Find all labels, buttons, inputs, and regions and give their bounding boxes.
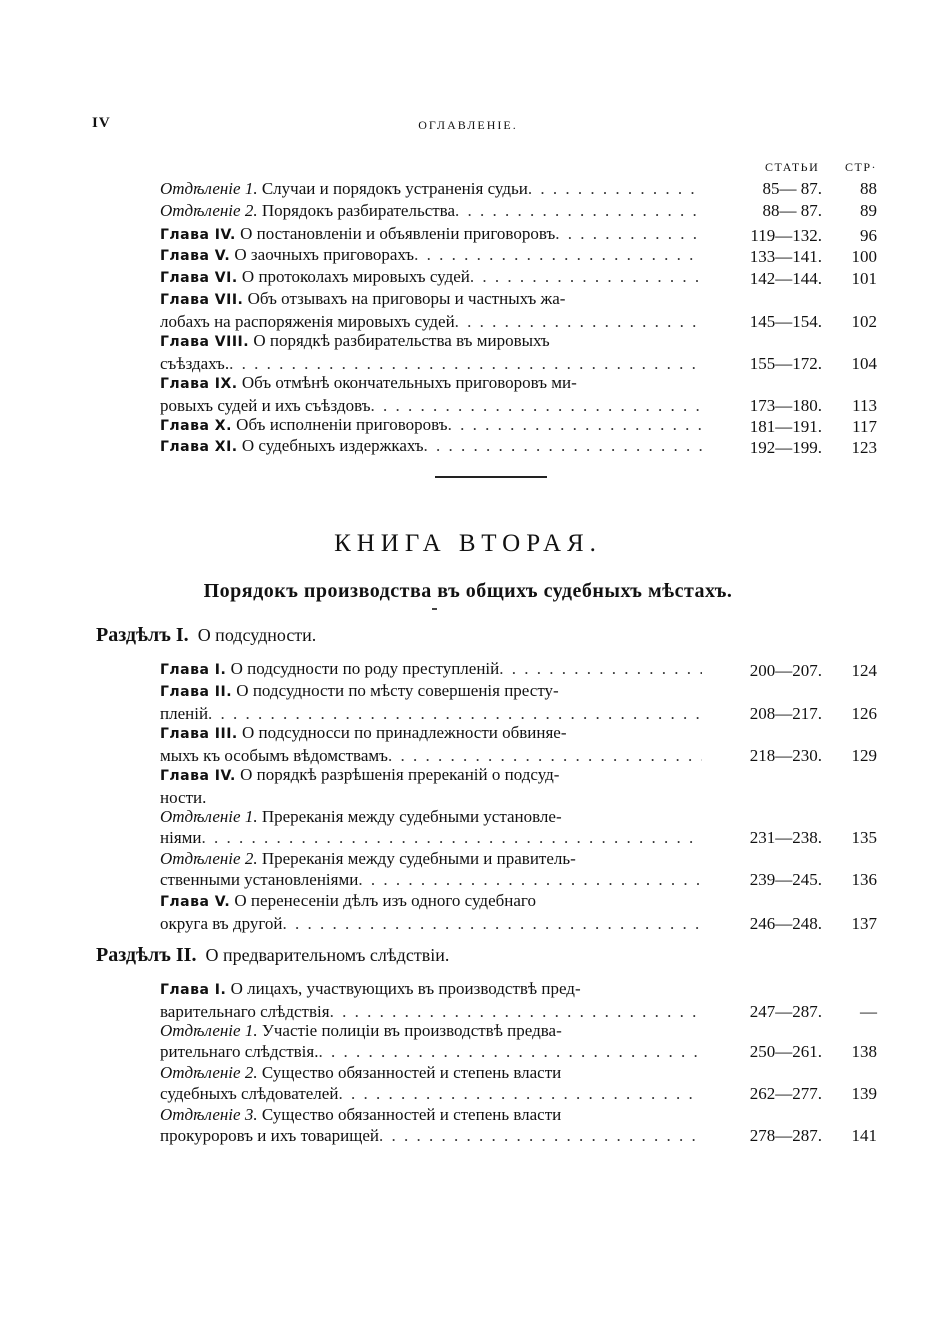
toc-entry (160, 890, 880, 934)
entry-line (160, 311, 702, 332)
section-1-label: Раздѣлъ I. (96, 624, 189, 646)
entry-line-text: О перенесеніи дѣлъ изъ одного судебнаго (234, 891, 536, 910)
leader-dots (555, 223, 702, 244)
entry-label: Глава IX. (160, 376, 238, 392)
leader-dots (424, 435, 702, 456)
section-2-title: О предварительномъ слѣдствіи. (205, 945, 450, 965)
entry-text (160, 658, 702, 681)
entry-label: Отдѣленіе 1. (160, 179, 258, 198)
entry-text (160, 1020, 702, 1062)
entry-line-text: О заочныхъ приговорахъ (234, 245, 415, 264)
entry-line (160, 827, 702, 848)
toc-entry (160, 1020, 880, 1062)
entry-label: Отдѣленіе 2. (160, 849, 258, 868)
entry-line-text: Объ отмѣнѣ окончательныхъ приговоровъ ми- (241, 373, 577, 392)
entry-text (160, 266, 702, 289)
entry-text (160, 806, 702, 848)
entry-text (160, 978, 702, 1022)
ornament-mark (432, 608, 437, 610)
entry-line-text: ровыхъ судей и ихъ съѣздовъ (160, 396, 371, 415)
entry-line-text: О порядкѣ разбирательства въ мировыхъ (253, 331, 550, 350)
page-ref: 126 (851, 704, 877, 723)
entry-line-text: пленій (160, 704, 209, 723)
entry-text (160, 244, 702, 267)
entry-line (160, 680, 702, 703)
page-ref: 117 (852, 417, 877, 436)
entry-line (160, 1001, 702, 1022)
page-ref: 129 (851, 746, 877, 765)
entry-line (160, 353, 702, 374)
toc-entry (160, 764, 880, 808)
entry-line (160, 806, 702, 827)
toc-entry (160, 848, 880, 890)
entry-label: Глава IV. (160, 768, 236, 784)
entry-line (160, 266, 702, 289)
entry-line-text: ніями (160, 828, 202, 847)
entry-label: Глава VII. (160, 292, 244, 308)
entry-line (160, 288, 702, 311)
leader-dots (388, 745, 702, 766)
entry-text (160, 200, 702, 221)
entry-line-text: округа въ другой (160, 914, 283, 933)
entry-line (160, 848, 702, 869)
entry-label: Глава XI. (160, 439, 238, 455)
entry-text (160, 764, 702, 808)
article-range: 133—141. (749, 247, 822, 266)
entry-line (160, 1083, 702, 1104)
article-range: 247—287. (749, 1002, 822, 1021)
article-range: 208—217. (749, 704, 822, 723)
entry-line-text: О лицахъ, участвующихъ въ производствѣ пред- (230, 979, 581, 998)
page-ref: 113 (852, 396, 877, 415)
article-range: 278—287. (749, 1126, 822, 1145)
entry-line-text: прокуроровъ и ихъ товарищей (160, 1126, 379, 1145)
section-2-heading (96, 944, 449, 967)
section-1-title: О подсудности. (197, 625, 317, 645)
leader-dots (499, 658, 702, 679)
leader-dots (338, 1083, 702, 1104)
article-range: 142—144. (749, 269, 822, 288)
entry-line-text: судебныхъ слѣдователей (160, 1084, 339, 1103)
leader-dots (208, 703, 702, 724)
leader-dots (379, 1125, 702, 1146)
entry-line-text: Объ исполненіи приговоровъ (236, 415, 448, 434)
page-ref: 124 (851, 661, 877, 680)
entry-line-text: варительнаго слѣдствія (160, 1002, 330, 1021)
toc-entry (160, 978, 880, 1022)
entry-line-text: О судебныхъ издержкахъ (241, 436, 424, 455)
page-ref: 123 (851, 438, 877, 457)
entry-line (160, 372, 702, 395)
entry-line (160, 1041, 702, 1062)
toc-entry (160, 680, 880, 724)
leader-dots (470, 266, 702, 287)
entry-line-text: лобахъ на распоряженія мировыхъ судей (160, 312, 455, 331)
entry-line (160, 1125, 702, 1146)
leader-dots (455, 200, 702, 221)
toc-entry (160, 288, 880, 332)
entry-line-text: ности. (160, 788, 207, 807)
entry-line-text: Пререканія между судебными и правитель- (261, 849, 576, 868)
toc-entry (160, 1062, 880, 1104)
page-ref: 89 (860, 201, 877, 220)
entry-text (160, 414, 702, 437)
page-ref: 141 (851, 1126, 877, 1145)
entry-line (160, 703, 702, 724)
entry-line-text: Участіе полиціи въ производствѣ предва- (261, 1021, 562, 1040)
entry-text (160, 890, 702, 934)
entry-line-text: Существо обязанностей и степень власти (261, 1063, 562, 1082)
entry-line-text: О подсудносси по принадлежности обвиняе- (242, 723, 567, 742)
entry-line (160, 223, 702, 246)
section-1-heading (96, 624, 316, 647)
entry-text (160, 372, 702, 416)
entry-text (160, 178, 702, 199)
toc-entry (160, 1104, 880, 1146)
entry-label: Отдѣленіе 2. (160, 201, 258, 220)
article-range: 246—248. (749, 914, 822, 933)
toc-entry (160, 178, 880, 199)
entry-line (160, 658, 702, 681)
page-ref: 101 (851, 269, 877, 288)
entry-label: Глава VI. (160, 270, 238, 286)
page-ref: 104 (851, 354, 877, 373)
article-range: 218—230. (749, 746, 822, 765)
entry-text (160, 288, 702, 332)
toc-entry (160, 435, 880, 458)
toc-entry (160, 414, 880, 437)
entry-line-text: О протоколахъ мировыхъ судей (241, 267, 470, 286)
entry-line (160, 395, 702, 416)
pages-column-header: СТР· (845, 160, 878, 174)
toc-entry (160, 658, 880, 681)
entry-line (160, 200, 702, 221)
leader-dots (229, 353, 702, 374)
leader-dots (414, 244, 702, 265)
entry-line (160, 244, 702, 267)
entry-label: Глава V. (160, 894, 231, 910)
leader-dots (330, 1001, 702, 1022)
entry-label: Отдѣленіе 1. (160, 807, 258, 826)
page-ref: 102 (851, 312, 877, 331)
article-range: 173—180. (749, 396, 822, 415)
entry-label: Отдѣленіе 2. (160, 1063, 258, 1082)
entry-label: Глава X. (160, 418, 232, 434)
divider-rule (435, 476, 547, 478)
leader-dots (358, 869, 702, 890)
entry-label: Глава I. (160, 982, 227, 998)
book-title: КНИГА ВТОРАЯ. (334, 530, 602, 557)
page-ref: 138 (851, 1042, 877, 1061)
leader-dots (371, 395, 703, 416)
section-2-label: Раздѣлъ II. (96, 944, 197, 966)
entry-line-text: рительнаго слѣдствія. (160, 1042, 319, 1061)
entry-line-text: Существо обязанностей и степень власти (261, 1105, 562, 1124)
page-ref: — (860, 1002, 877, 1021)
entry-line-text: Случаи и порядокъ устраненія судьи (261, 179, 528, 198)
articles-column-header: СТАТЬИ (765, 160, 820, 174)
entry-line-text: О подсудности по роду преступленій (230, 659, 500, 678)
entry-label: Глава III. (160, 726, 238, 742)
entry-label: Глава VIII. (160, 334, 250, 350)
leader-dots (202, 827, 703, 848)
entry-line-text: О подсудности по мѣсту совершенія престу- (236, 681, 559, 700)
entry-line (160, 869, 702, 890)
page-ref: 100 (851, 247, 877, 266)
entry-label: Глава II. (160, 684, 233, 700)
entry-line-text: Пререканія между судебными установле- (261, 807, 562, 826)
article-range: 155—172. (749, 354, 822, 373)
toc-entry (160, 200, 880, 221)
page-ref: 139 (851, 1084, 877, 1103)
entry-line (160, 330, 702, 353)
toc-entry (160, 266, 880, 289)
entry-line (160, 787, 702, 808)
entry-text (160, 722, 702, 766)
entry-label: Отдѣленіе 3. (160, 1105, 258, 1124)
leader-dots (455, 311, 702, 332)
entry-line (160, 1104, 702, 1125)
entry-line (160, 978, 702, 1001)
article-range: 200—207. (749, 661, 822, 680)
entry-line-text: мыхъ къ особымъ вѣдомствамъ (160, 746, 388, 765)
toc-entry (160, 722, 880, 766)
running-title: ОГЛАВЛЕНІЕ. (418, 118, 518, 132)
article-range: 85— 87. (762, 179, 822, 198)
entry-line (160, 913, 702, 934)
toc-entry (160, 223, 880, 246)
entry-text (160, 330, 702, 374)
toc-entry (160, 372, 880, 416)
entry-text (160, 435, 702, 458)
entry-line (160, 178, 702, 199)
article-range: 88— 87. (762, 201, 822, 220)
page-ref: 88 (860, 179, 877, 198)
page-ref: 137 (851, 914, 877, 933)
entry-label: Глава I. (160, 662, 227, 678)
article-range: 262—277. (749, 1084, 822, 1103)
entry-text (160, 680, 702, 724)
entry-line (160, 722, 702, 745)
entry-line (160, 890, 702, 913)
article-range: 192—199. (749, 438, 822, 457)
article-range: 231—238. (749, 828, 822, 847)
entry-line-text: О постановленіи и объявленіи приговоровъ (240, 224, 556, 243)
article-range: 181—191. (749, 417, 822, 436)
page-number: IV (92, 115, 111, 131)
article-range: 239—245. (749, 870, 822, 889)
article-range: 250—261. (749, 1042, 822, 1061)
entry-line-text: О порядкѣ разрѣшенія пререканій о подсуд- (240, 765, 560, 784)
entry-line (160, 414, 702, 437)
book-subtitle: Порядокъ производства въ общихъ судебныхъ мѣстахъ. (203, 580, 733, 602)
entry-label: Глава IV. (160, 227, 236, 243)
page-ref: 135 (851, 828, 877, 847)
page-ref: 96 (860, 226, 877, 245)
toc-entry (160, 330, 880, 374)
leader-dots (283, 913, 702, 934)
toc-entry (160, 244, 880, 267)
entry-line-text: Порядокъ разбирательства (261, 201, 456, 220)
entry-label: Отдѣленіе 1. (160, 1021, 258, 1040)
entry-text (160, 1104, 702, 1146)
leader-dots (318, 1041, 702, 1062)
entry-line-text: съѣздахъ. (160, 354, 230, 373)
entry-text (160, 1062, 702, 1104)
entry-line-text: ственными установленіями (160, 870, 359, 889)
entry-line (160, 745, 702, 766)
page-ref: 136 (851, 870, 877, 889)
leader-dots (448, 414, 702, 435)
article-range: 145—154. (749, 312, 822, 331)
entry-label: Глава V. (160, 248, 231, 264)
leader-dots (528, 178, 702, 199)
entry-line (160, 435, 702, 458)
entry-line (160, 764, 702, 787)
entry-line (160, 1020, 702, 1041)
entry-line-text: Объ отзывахъ на приговоры и частныхъ жа- (247, 289, 566, 308)
article-range: 119—132. (750, 226, 822, 245)
toc-entry (160, 806, 880, 848)
entry-text (160, 223, 702, 246)
entry-line (160, 1062, 702, 1083)
entry-text (160, 848, 702, 890)
